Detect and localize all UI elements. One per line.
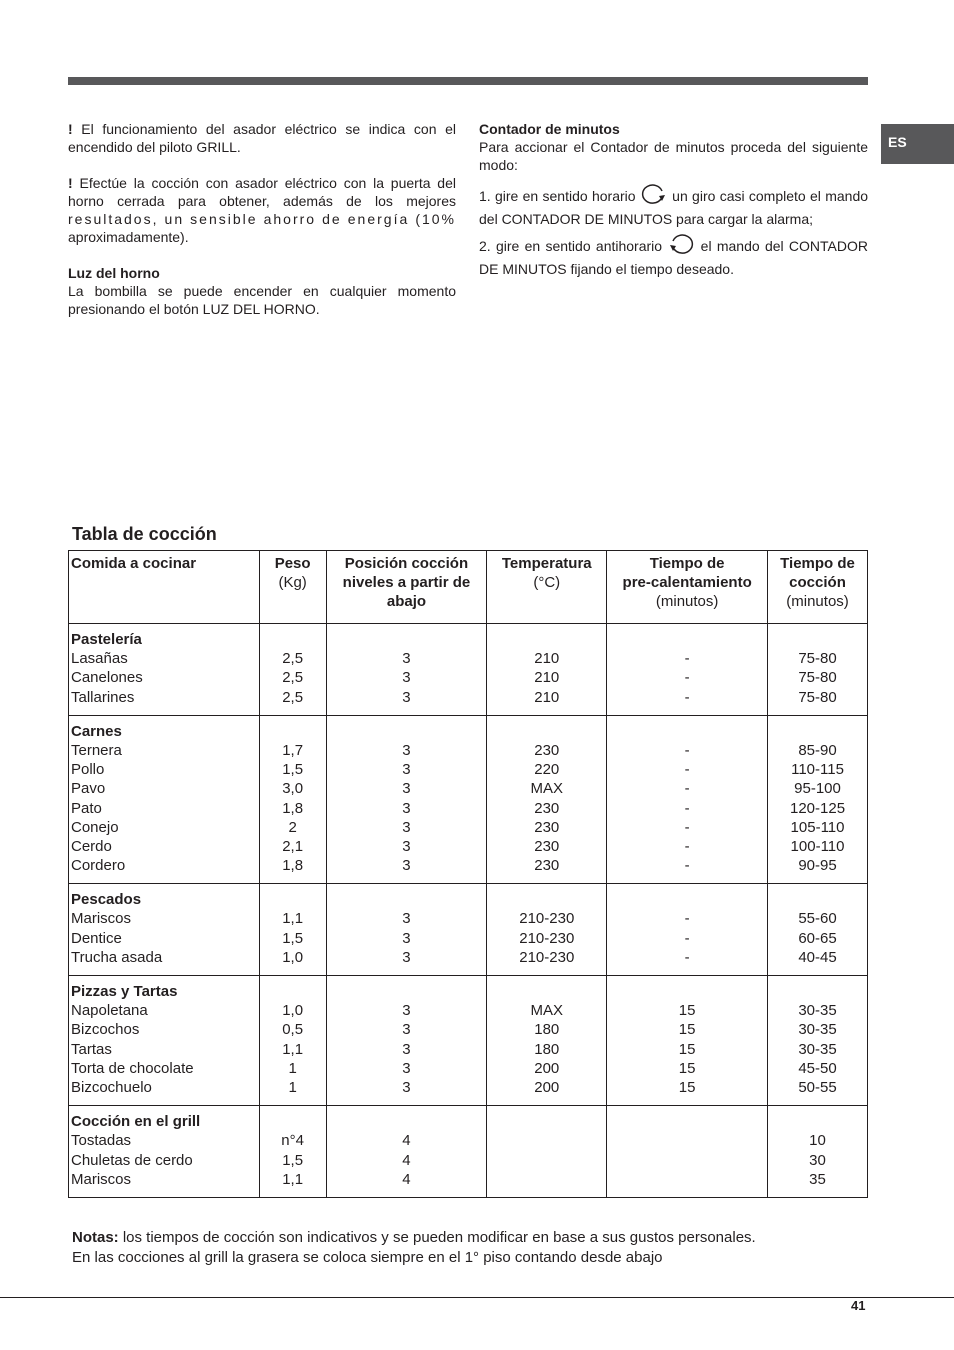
value-position: 3 [402, 1059, 411, 1077]
value-time: 40-45 [798, 948, 837, 966]
value-time: 90-95 [798, 857, 837, 875]
table-group-row [69, 715, 868, 884]
value-temp: 210-230 [519, 948, 575, 966]
value-weight: 1,0 [282, 1002, 304, 1020]
value-position: 3 [402, 929, 411, 947]
value-food: Napoletana [71, 1002, 148, 1020]
counterclockwise-arrow-icon [667, 232, 695, 260]
value-food: Mariscos [71, 910, 132, 928]
cell-temp [487, 976, 607, 1106]
value-temp: 200 [534, 1059, 560, 1077]
value-preheat: 15 [678, 1078, 696, 1096]
value-weight: 1,8 [282, 857, 304, 875]
cell-preheat [607, 1106, 768, 1198]
value-preheat: - [684, 688, 690, 706]
value-weight: n°4 [281, 1132, 304, 1150]
value-weight: 1,8 [282, 799, 304, 817]
timer-step-1: 1. gire en sentido horario un giro casi completo el mando del CONTADOR DE MINUTOS para cargar la alarma; [479, 182, 868, 228]
category-label: Pescados [71, 891, 142, 909]
value-position: 3 [402, 688, 411, 706]
value-preheat [607, 1131, 767, 1150]
value-weight: 3,0 [282, 780, 304, 798]
cell-position [326, 976, 487, 1106]
header-rule [68, 77, 868, 85]
value-temp [487, 1170, 606, 1189]
cell-food [69, 884, 260, 976]
value-preheat: - [684, 929, 690, 947]
value-time: 100-110 [790, 837, 845, 855]
cell-temp [487, 624, 607, 716]
value-time: 110-115 [791, 761, 844, 779]
value-preheat: - [684, 910, 690, 928]
cell-position [326, 884, 487, 976]
oven-light-heading: Luz del horno [68, 265, 160, 281]
value-food: Bizcochos [71, 1021, 140, 1039]
header-cook-time: Tiempo de cocción (minutos) [768, 551, 868, 624]
value-weight: 1,5 [282, 761, 304, 779]
value-preheat: - [684, 857, 690, 875]
grill-indicator-note: ! El funcionamiento del asador eléctrico se indica con el encendido del piloto GRILL. [68, 121, 456, 155]
timer-intro: Para accionar el Contador de minutos proceda del siguiente modo: [479, 139, 868, 173]
value-time: 45-50 [798, 1059, 837, 1077]
notes [72, 1228, 756, 1267]
value-weight: 1,5 [282, 1151, 304, 1169]
value-position: 3 [402, 1021, 411, 1039]
cell-food [69, 624, 260, 716]
oven-light-text: La bombilla se puede encender en cualquier momento presionando el botón LUZ DEL HORNO. [68, 283, 456, 317]
value-weight: 2,5 [282, 669, 304, 687]
cell-food [69, 715, 260, 884]
value-weight: 2 [288, 818, 297, 836]
value-temp: 230 [534, 741, 560, 759]
value-time: 120-125 [789, 799, 846, 817]
value-food: Tartas [71, 1040, 112, 1058]
cell-weight [259, 976, 326, 1106]
value-time: 30-35 [798, 1040, 837, 1058]
value-weight: 2,5 [282, 650, 304, 668]
value-position: 4 [402, 1151, 411, 1169]
value-food: Chuletas de cerdo [71, 1151, 193, 1169]
table-group-row [69, 1106, 868, 1198]
value-temp: 210 [534, 688, 560, 706]
value-food: Pavo [71, 780, 106, 798]
cell-temp [487, 1106, 607, 1198]
cell-position [326, 715, 487, 884]
value-preheat: - [684, 837, 690, 855]
category-label: Cocción en el grill [71, 1113, 201, 1131]
cell-temp [487, 715, 607, 884]
value-temp: 210 [534, 650, 560, 668]
value-temp: 210-230 [519, 929, 575, 947]
value-preheat: - [684, 741, 690, 759]
value-preheat: - [684, 669, 690, 687]
value-food: Lasañas [71, 650, 128, 668]
value-preheat: 15 [678, 1059, 696, 1077]
cell-time [768, 976, 868, 1106]
cooking-table [68, 550, 868, 1198]
grill-door-note: ! Efectúe la cocción con asador eléctrico con la puerta del horno cerrada para obtener, además de los mejores resultados, un sensible ahorro de energía (10% aproximadamente). [68, 175, 456, 245]
value-weight: 1,0 [282, 948, 304, 966]
value-food: Pollo [71, 761, 105, 779]
cell-weight [259, 624, 326, 716]
header-position: Posición cocción niveles a partir de abajo [326, 551, 487, 624]
timer-heading: Contador de minutos [479, 121, 620, 137]
right-column [479, 120, 868, 278]
value-food: Dentice [71, 929, 122, 947]
header-preheat: Tiempo de pre-calentamiento (minutos) [607, 551, 768, 624]
cell-position [326, 1106, 487, 1198]
value-food: Tallarines [71, 688, 135, 706]
value-temp: 180 [534, 1021, 560, 1039]
value-weight: 2,1 [282, 837, 304, 855]
value-position: 3 [402, 761, 411, 779]
value-time: 30-35 [798, 1021, 837, 1039]
value-weight: 0,5 [282, 1021, 304, 1039]
value-temp: 210 [534, 669, 560, 687]
clockwise-arrow-icon [640, 182, 668, 210]
value-position: 3 [402, 650, 411, 668]
value-preheat: 15 [678, 1040, 696, 1058]
value-time: 75-80 [798, 650, 837, 668]
cell-temp [487, 884, 607, 976]
value-preheat: - [684, 799, 690, 817]
value-temp: 210-230 [519, 910, 575, 928]
value-food: Trucha asada [71, 948, 163, 966]
cell-weight [259, 884, 326, 976]
cell-preheat [607, 715, 768, 884]
value-position: 3 [402, 1002, 411, 1020]
value-food: Ternera [71, 741, 122, 759]
value-weight: 1 [288, 1059, 297, 1077]
notes-line-1: los tiempos de cocción son indicativos y se pueden modificar en base a sus gustos personales. [122, 1229, 756, 1246]
value-position: 3 [402, 1078, 411, 1096]
cell-weight [259, 1106, 326, 1198]
cell-time [768, 624, 868, 716]
value-preheat: - [684, 761, 690, 779]
value-food: Bizcochuelo [71, 1078, 152, 1096]
cell-time [768, 1106, 868, 1198]
cell-food [69, 976, 260, 1106]
header-weight: Peso (Kg) [259, 551, 326, 624]
value-position: 3 [402, 857, 411, 875]
value-time: 95-100 [794, 780, 841, 798]
value-food: Tostadas [71, 1132, 132, 1150]
left-column [68, 120, 456, 318]
value-temp: MAX [530, 1002, 564, 1020]
value-temp: 200 [534, 1078, 560, 1096]
header-food: Comida a cocinar [69, 551, 260, 624]
value-time: 85-90 [798, 741, 837, 759]
value-time: 75-80 [798, 688, 837, 706]
warning-mark: ! [68, 121, 73, 137]
cell-preheat [607, 976, 768, 1106]
value-weight: 1,1 [282, 1040, 304, 1058]
value-food: Torta de chocolate [71, 1059, 194, 1077]
value-time: 10 [809, 1132, 826, 1150]
category-label: Pizzas y Tartas [71, 983, 178, 1000]
table-group-row [69, 976, 868, 1106]
cell-preheat [607, 624, 768, 716]
value-food: Cerdo [71, 837, 112, 855]
value-position: 3 [402, 837, 411, 855]
notes-line-2: En las cocciones al grill la grasera se coloca siempre en el 1° piso contando desde abajo [72, 1248, 663, 1266]
cell-preheat [607, 884, 768, 976]
value-position: 3 [402, 948, 411, 966]
value-weight: 2,5 [282, 688, 304, 706]
timer-step-2: 2. gire en sentido antihorario el mando del CONTADOR DE MINUTOS fijando el tiempo deseado. [479, 232, 868, 278]
cell-time [768, 715, 868, 884]
value-preheat [607, 1170, 767, 1189]
value-temp: MAX [530, 780, 564, 798]
value-temp: 230 [534, 799, 560, 817]
value-temp: 180 [534, 1040, 560, 1058]
value-time: 60-65 [798, 929, 837, 947]
value-temp: 230 [534, 837, 560, 855]
cell-food [69, 1106, 260, 1198]
value-position: 3 [402, 910, 411, 928]
value-time: 35 [809, 1170, 826, 1188]
value-position: 4 [402, 1170, 411, 1188]
value-preheat: 15 [678, 1002, 696, 1020]
category-label: Carnes [71, 722, 122, 740]
value-weight: 1,5 [282, 929, 304, 947]
value-food: Pato [71, 799, 102, 817]
value-preheat: - [684, 818, 690, 836]
value-food: Cordero [71, 857, 126, 875]
value-time: 75-80 [798, 669, 837, 687]
value-temp [487, 1151, 606, 1170]
value-food: Mariscos [71, 1170, 132, 1188]
value-weight: 1,1 [282, 910, 304, 928]
language-tab: ES [881, 124, 954, 164]
value-time: 55-60 [798, 910, 837, 928]
value-time: 30-35 [798, 1002, 837, 1020]
value-preheat: - [684, 650, 690, 668]
value-food: Conejo [71, 818, 119, 836]
category-label: Pastelería [71, 631, 142, 648]
table-group-row [69, 884, 868, 976]
value-position: 3 [402, 741, 411, 759]
value-weight: 1,1 [282, 1170, 304, 1188]
value-position: 3 [402, 1040, 411, 1058]
notes-label: Notas: [72, 1229, 119, 1246]
footer-rule [0, 1297, 954, 1298]
warning-mark: ! [68, 175, 73, 191]
value-position: 3 [402, 818, 411, 836]
value-temp [487, 1131, 606, 1150]
value-temp: 220 [534, 761, 560, 779]
value-position: 3 [402, 669, 411, 687]
cell-weight [259, 715, 326, 884]
value-weight: 1 [288, 1078, 297, 1096]
value-preheat: - [684, 948, 690, 966]
value-position: 3 [402, 780, 411, 798]
value-food: Canelones [71, 669, 143, 687]
table-title: Tabla de cocción [72, 524, 217, 544]
page-number: 41 [851, 1298, 866, 1313]
header-temperature: Temperatura (°C) [487, 551, 607, 624]
value-position: 3 [402, 799, 411, 817]
value-preheat: - [684, 780, 690, 798]
value-preheat: 15 [678, 1021, 696, 1039]
table-header-row [69, 551, 868, 624]
cell-time [768, 884, 868, 976]
value-position: 4 [402, 1132, 411, 1150]
cell-position [326, 624, 487, 716]
value-preheat [607, 1151, 767, 1170]
value-weight: 1,7 [282, 741, 304, 759]
value-time: 50-55 [798, 1078, 837, 1096]
table-group-row [69, 624, 868, 716]
value-time: 105-110 [790, 818, 845, 836]
value-temp: 230 [534, 857, 560, 875]
value-temp: 230 [534, 818, 560, 836]
value-time: 30 [809, 1151, 826, 1169]
